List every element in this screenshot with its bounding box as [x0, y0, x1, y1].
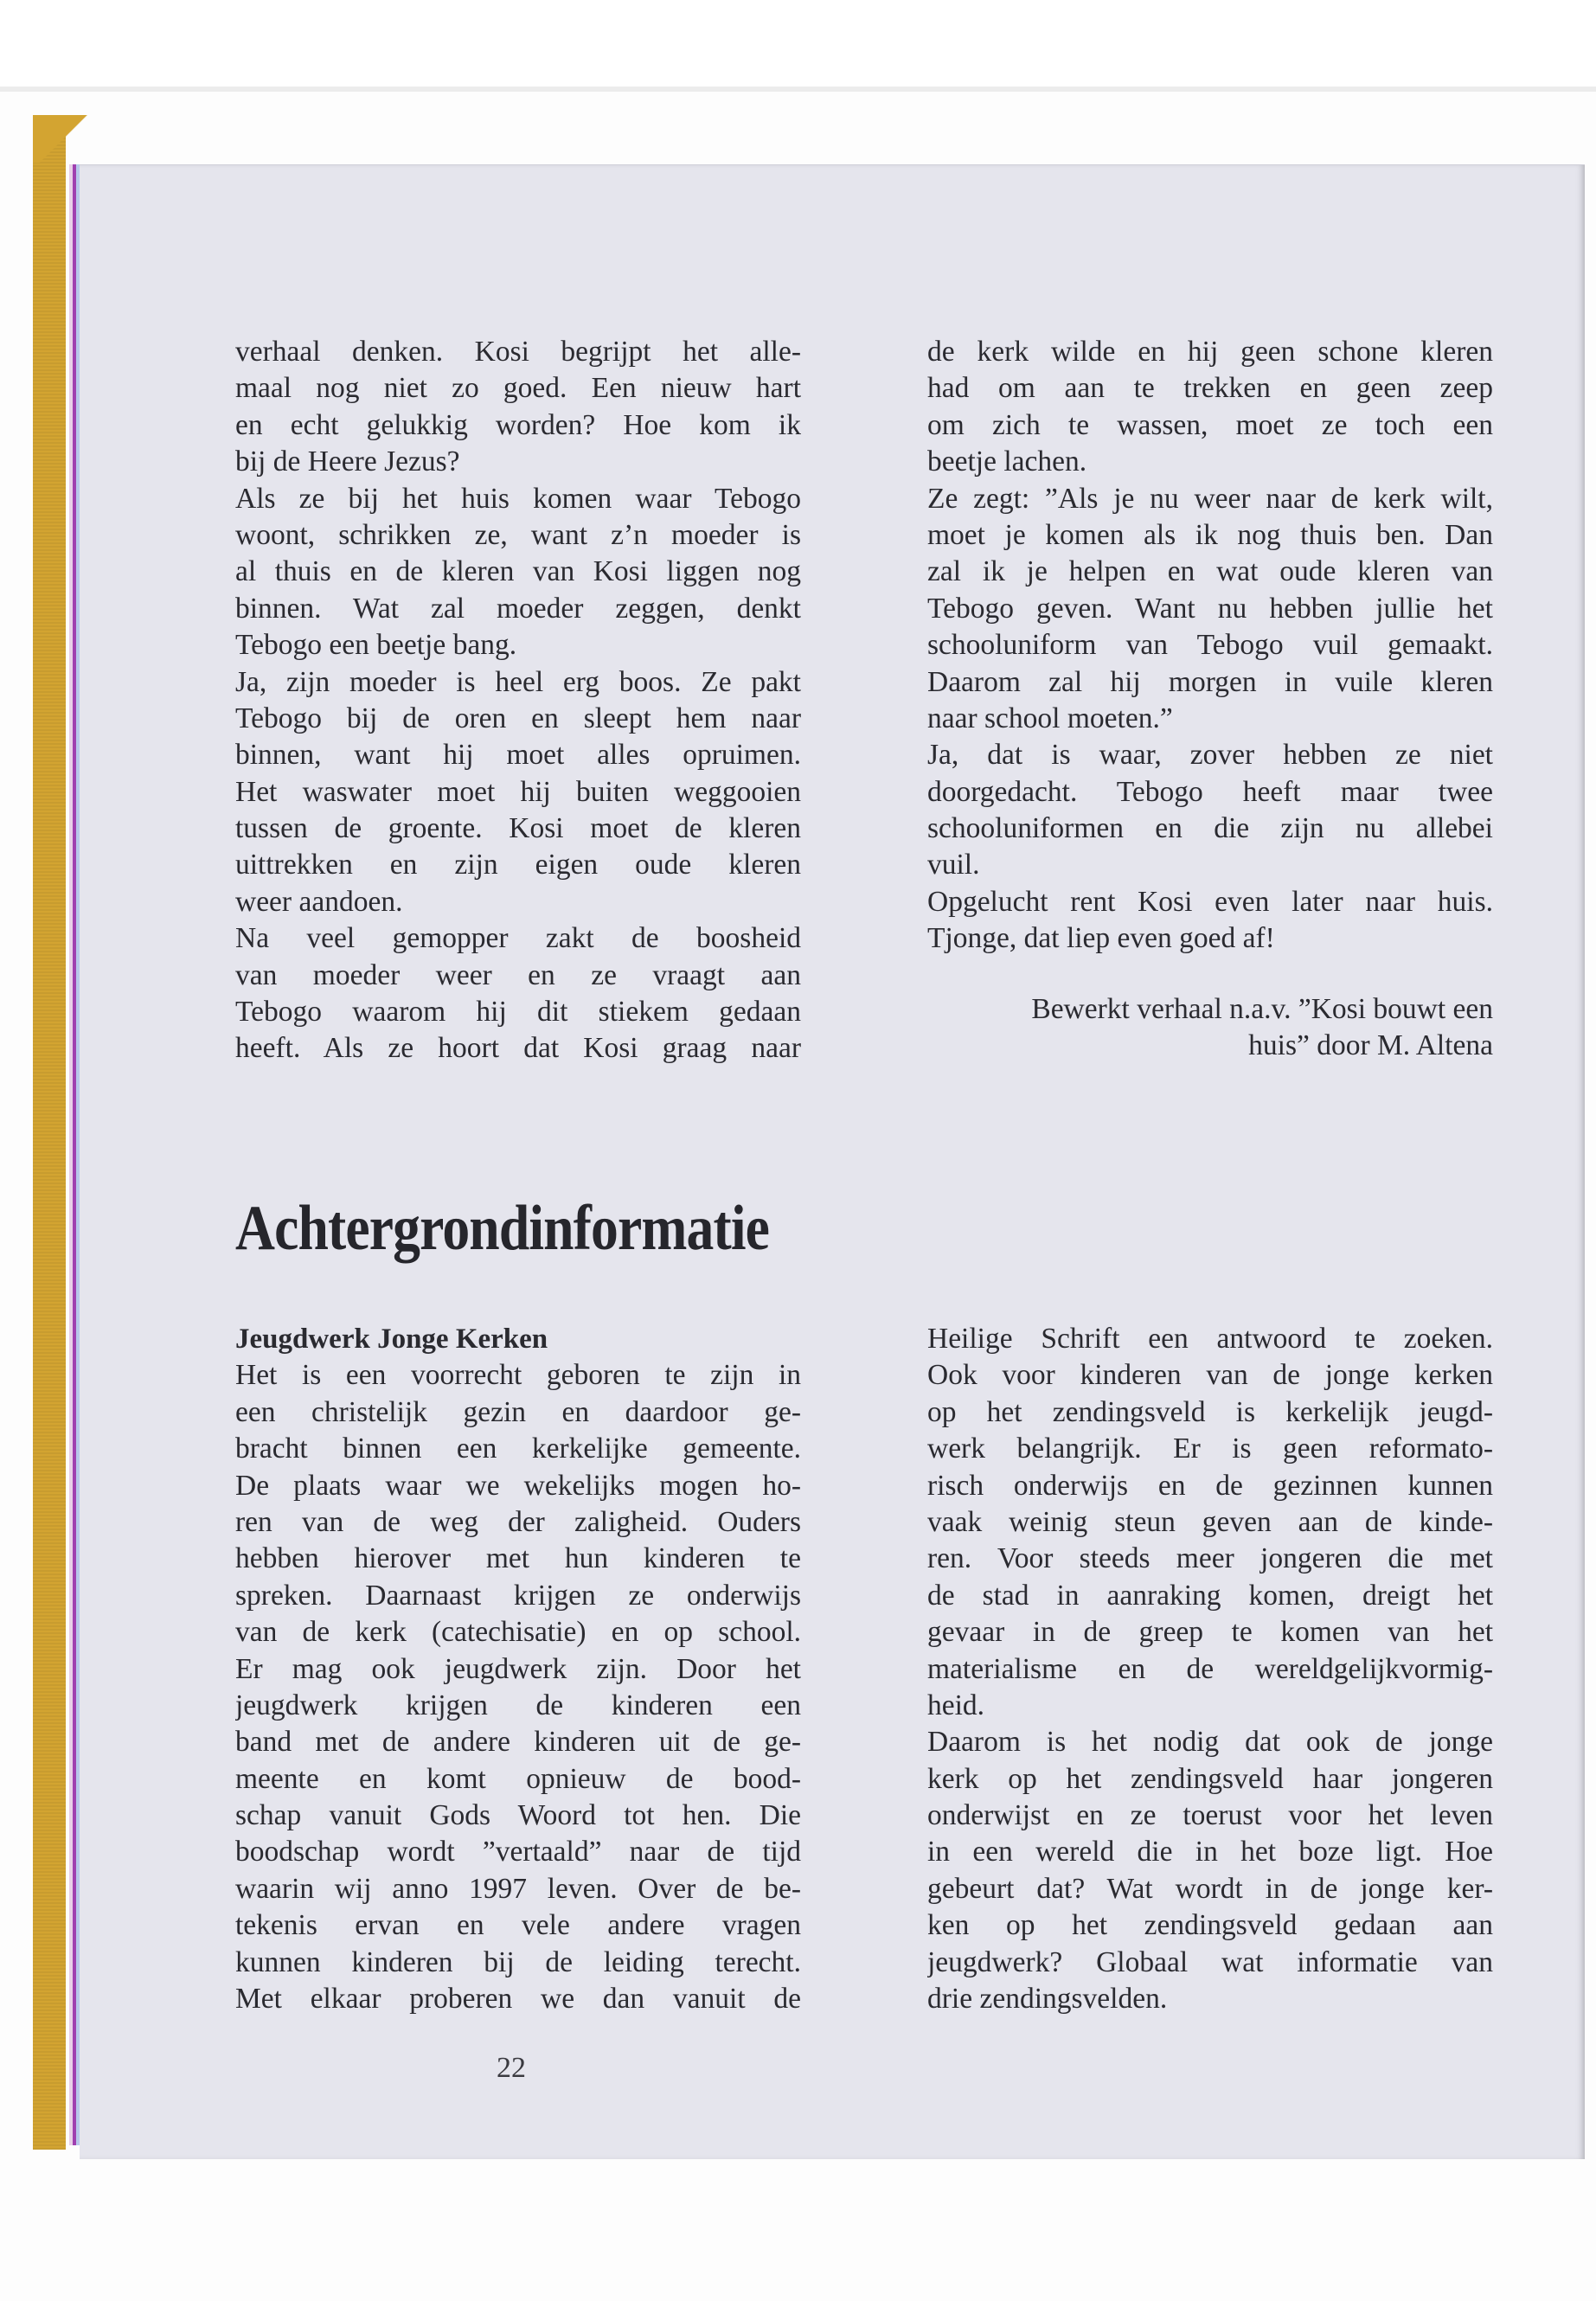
text-line: Ze zegt: ”Als je nu weer naar de kerk wilt, [927, 482, 1493, 515]
text-line: waarin wij anno 1997 leven. Over de be- [235, 1872, 801, 1905]
text-line: de stad in aanraking komen, dreigt het [927, 1579, 1493, 1612]
text-line: op het zendingsveld is kerkelijk jeugd- [927, 1395, 1493, 1428]
text-line: risch onderwijs en de gezinnen kunnen [927, 1469, 1493, 1502]
paragraph [235, 334, 801, 481]
text-line: vaak weinig steun geven aan de kinde- [927, 1505, 1493, 1538]
story-credit [927, 991, 1493, 1065]
text-line: maal nog niet zo goed. Een nieuw hart [235, 372, 801, 405]
text-line: heeft. Als ze hoort dat Kosi graag naar [235, 1032, 801, 1065]
text-line: in een wereld die in het boze ligt. Hoe [927, 1836, 1493, 1868]
paragraph [927, 334, 1493, 481]
text-line: jeugdwerk? Globaal wat informatie van [927, 1945, 1493, 1978]
text-line: Daarom is het nodig dat ook de jonge [927, 1726, 1493, 1759]
text-line: tekenis ervan en vele andere vragen [235, 1909, 801, 1942]
text-line: Als ze bij het huis komen waar Tebogo [235, 482, 801, 515]
paragraph [235, 1357, 801, 2017]
text-line: binnen. Wat zal moeder zeggen, denkt [235, 592, 801, 625]
text-line: Na veel gemopper zakt de boosheid [235, 922, 801, 955]
paragraph [927, 737, 1493, 884]
text-line: vuil. [927, 849, 980, 881]
text-line: de kerk wilde en hij geen schone kleren [927, 336, 1493, 368]
text-line: binnen, want hij moet alles opruimen. [235, 739, 801, 772]
text-line: Het is een voorrecht geboren te zijn in [235, 1359, 801, 1392]
section-heading: Achtergrondinformatie [235, 1193, 770, 1264]
text-line: Er mag ook jeugdwerk zijn. Door het [235, 1652, 801, 1685]
text-line: Ja, dat is waar, zover hebben ze niet [927, 739, 1493, 772]
text-line: spreken. Daarnaast krijgen ze onderwijs [235, 1579, 801, 1612]
paragraph [927, 1321, 1493, 1724]
section-subheading: Jeugdwerk Jonge Kerken [235, 1324, 548, 1355]
text-line: beetje lachen. [927, 445, 1087, 478]
text-line: Tebogo waarom hij dit stiekem gedaan [235, 996, 801, 1029]
text-line: Ook voor kinderen van de jonge kerken [927, 1359, 1493, 1392]
text-line: om zich te wassen, moet ze toch een [927, 408, 1493, 441]
text-line: drie zendingsvelden. [927, 1983, 1168, 2016]
text-line: werk belangrijk. Er is geen reformato- [927, 1433, 1493, 1465]
text-line: kunnen kinderen bij de leiding terecht. [235, 1945, 801, 1978]
credit-line: huis” door M. Altena [1248, 1029, 1493, 1062]
paragraph [927, 884, 1493, 958]
text-line: tussen de groente. Kosi moet de kleren [235, 812, 801, 845]
text-line: bij de Heere Jezus? [235, 445, 460, 478]
text-line: Tjonge, dat liep even goed af! [927, 922, 1275, 955]
book-spine [33, 121, 66, 2150]
paragraph [927, 1724, 1493, 2017]
text-line: Tebogo bij de oren en sleept hem naar [235, 702, 801, 734]
text-line: ren van de weg der zaligheid. Ouders [235, 1505, 801, 1538]
text-line: band met de andere kinderen uit de ge- [235, 1726, 801, 1759]
text-line: naar school moeten.” [927, 702, 1173, 734]
story-column-right [927, 334, 1493, 958]
text-line: van moeder weer en ze vraagt aan [235, 958, 801, 991]
text-line: en echt gelukkig worden? Hoe kom ik [235, 408, 801, 441]
text-line: onderwijst en ze toerust voor het leven [927, 1799, 1493, 1832]
text-line: ken op het zendingsveld gedaan aan [927, 1909, 1493, 1942]
text-line: woont, schrikken ze, want z’n moeder is [235, 518, 801, 551]
section-column-right [927, 1321, 1493, 2017]
paragraph [927, 481, 1493, 738]
text-line: schap vanuit Gods Woord tot hen. Die [235, 1799, 801, 1832]
section-body-left [235, 1357, 801, 2017]
section-column-left [235, 1321, 801, 2017]
text-line: ren. Voor steeds meer jongeren die met [927, 1542, 1493, 1575]
text-line: Daarom zal hij morgen in vuile kleren [927, 665, 1493, 698]
text-line: jeugdwerk krijgen de kinderen een [235, 1689, 801, 1721]
text-line: hebben hierover met hun kinderen te [235, 1542, 801, 1575]
text-line: had om aan te trekken en geen zeep [927, 372, 1493, 405]
credit-line: Bewerkt verhaal n.a.v. ”Kosi bouwt een [1031, 993, 1493, 1025]
text-line: al thuis en de kleren van Kosi liggen nog [235, 555, 801, 588]
text-line: uittrekken en zijn eigen oude kleren [235, 849, 801, 881]
text-line: Ja, zijn moeder is heel erg boos. Ze pakt [235, 665, 801, 698]
text-line: een christelijk gezin en daardoor ge- [235, 1395, 801, 1428]
paragraph [235, 920, 801, 1067]
text-line: schooluniform van Tebogo vuil gemaakt. [927, 629, 1493, 662]
text-line: kerk op het zendingsveld haar jongeren [927, 1762, 1493, 1795]
text-line: Tebogo een beetje bang. [235, 629, 517, 662]
text-line: verhaal denken. Kosi begrijpt het alle- [235, 336, 801, 368]
story-column-left [235, 334, 801, 1067]
text-line: van de kerk (catechisatie) en op school. [235, 1616, 801, 1649]
text-line: heid. [927, 1689, 985, 1721]
text-line: Met elkaar proberen we dan vanuit de [235, 1983, 801, 2016]
text-line: meente en komt opnieuw de bood- [235, 1762, 801, 1795]
text-line: doorgedacht. Tebogo heeft maar twee [927, 775, 1493, 808]
text-line: materialisme en de wereldgelijkvormig- [927, 1652, 1493, 1685]
page-number: 22 [497, 2052, 526, 2084]
text-line: Opgelucht rent Kosi even later naar huis. [927, 885, 1493, 918]
text-line: Tebogo geven. Want nu hebben jullie het [927, 592, 1493, 625]
scan-top-margin [0, 0, 1596, 92]
book-spine-corner [33, 115, 119, 163]
text-line: bracht binnen een kerkelijke gemeente. [235, 1433, 801, 1465]
text-line: Het waswater moet hij buiten weggooien [235, 775, 801, 808]
text-line: Heilige Schrift een antwoord te zoeken. [927, 1323, 1493, 1355]
text-line: boodschap wordt ”vertaald” naar de tijd [235, 1836, 801, 1868]
paragraph [235, 481, 801, 664]
text-line: weer aandoen. [235, 885, 403, 918]
paragraph [235, 664, 801, 921]
text-line: zal ik je helpen en wat oude kleren van [927, 555, 1493, 588]
text-line: moet je komen als ik nog thuis ben. Dan [927, 518, 1493, 551]
text-line: De plaats waar we wekelijks mogen ho- [235, 1469, 801, 1502]
text-line: schooluniformen en die zijn nu allebei [927, 812, 1493, 845]
text-line: gevaar in de greep te komen van het [927, 1616, 1493, 1649]
text-line: gebeurt dat? Wat wordt in de jonge ker- [927, 1872, 1493, 1905]
